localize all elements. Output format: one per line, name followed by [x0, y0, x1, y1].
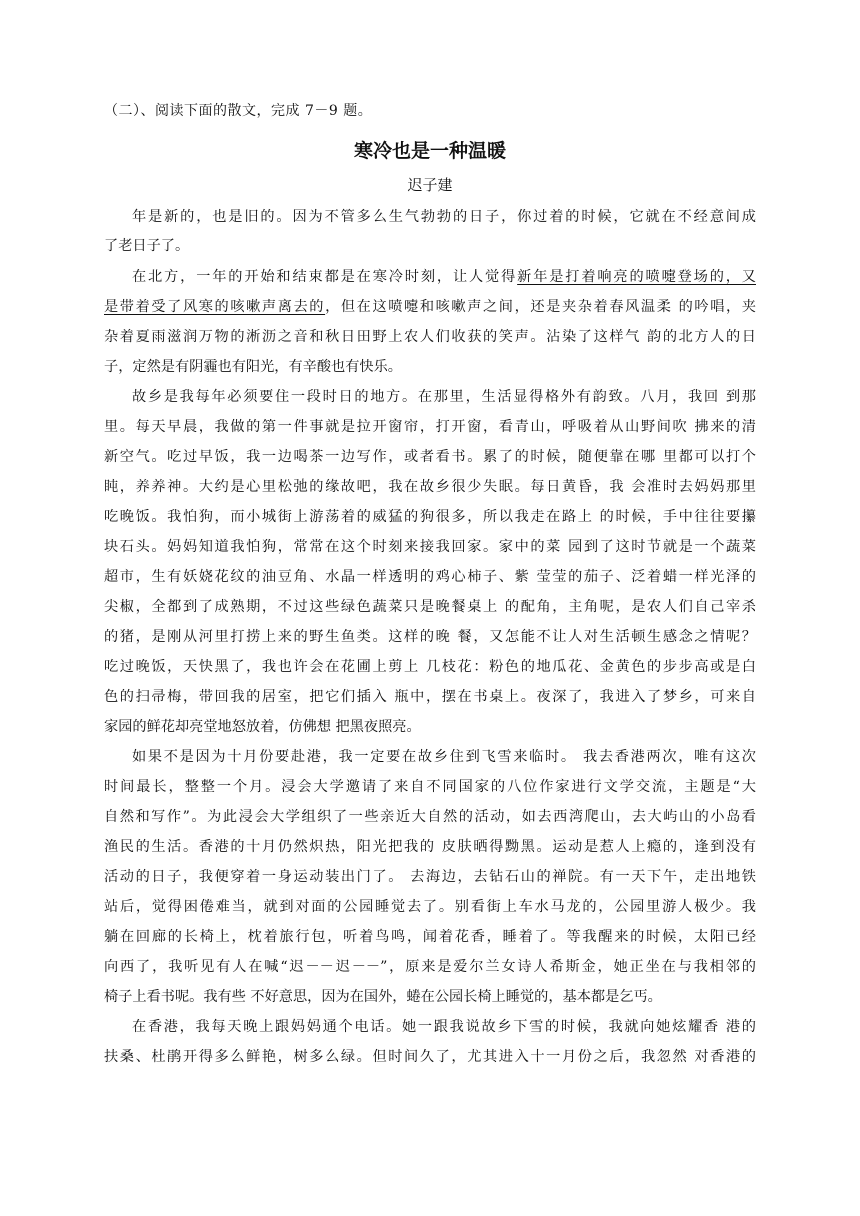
- text-line: 站后，觉得困倦难当，就到对面的公园睡觉去了。别看街上车水马龙的，公园里游人极少。我: [104, 899, 756, 915]
- text-line: 尖椒，全都到了成熟期，不过这些绿色蔬菜只是晚餐桌上 的配角，主角呢，是农人们自己宰杀: [104, 599, 756, 615]
- text-line: 时间最长，整整一个月。浸会大学邀请了来自不同国家的八位作家进行文学交流，主题是“大: [104, 779, 756, 795]
- text-segment: ，但在这喷嚏和咳嗽声之间，还是夹杂着春风温柔 的吟唱，夹: [325, 299, 756, 315]
- text-line: 渔民的生活。香港的十月仍然炽热，阳光把我的 皮肤晒得黝黑。运动是惹人上瘾的，逢到没有: [104, 839, 756, 855]
- text-line: 盹，养养神。大约是心里松弛的缘故吧，我在故乡很少失眠。每日黄昏，我 会准时去妈妈那里: [104, 479, 756, 495]
- text-line: 在香港，我每天晚上跟妈妈通个电话。她一跟我说故乡下雪的时候，我就向她炫耀香 港的: [132, 1019, 756, 1035]
- text-line: [132, 268, 756, 286]
- text-line: 故乡是我每年必须要住一段时日的地方。在那里，生活显得格外有韵致。八月，我回 到那: [132, 389, 756, 405]
- essay-title: 寒冷也是一种温暖: [353, 140, 506, 162]
- text-line: 吃过晚饭，天快黑了，我也许会在花圃上剪上 几枝花：粉色的地瓜花、金黄色的步步高或是白: [104, 659, 756, 675]
- text-line: 吃晚饭。我怕狗，而小城街上游荡着的威猛的狗很多，所以我走在路上 的时候，手中往往要攥: [104, 509, 756, 525]
- text-line: 躺在回廊的长椅上，枕着旅行包，听着鸟鸣，闻着花香，睡着了。等我醒来的时候，太阳已经: [104, 929, 756, 945]
- text-line: 扶桑、杜鹃开得多么鲜艳，树多么绿。但时间久了，尤其进入十一月份之后，我忽然 对香港的: [104, 1049, 756, 1065]
- text-line: 色的扫帚梅，带回我的居室，把它们插入 瓶中，摆在书桌上。夜深了，我进入了梦乡，可来自: [104, 689, 756, 705]
- text-line: 活动的日子，我便穿着一身运动装出门了。 去海边，去钻石山的禅院。有一天下午，走出地铁: [104, 869, 756, 885]
- text-line: 自然和写作”。为此浸会大学组织了一些亲近大自然的活动，如去西湾爬山，去大屿山的小岛看: [104, 809, 756, 825]
- text-line: 子，定然是有阴霾也有阳光，有辛酸也有快乐。: [104, 359, 402, 375]
- text-line: 块石头。妈妈知道我怕狗，常常在这个时刻来接我回家。家中的菜 园到了这时节就是一个蔬菜: [104, 539, 756, 555]
- text-line: 如果不是因为十月份要赴港，我一定要在故乡住到飞雪来临时。 我去香港两次，唯有这次: [132, 749, 756, 765]
- text-line: 里。每天早晨，我做的第一件事就是拉开窗帘，打开窗，看青山，呼吸着从山野间吹 拂来的清: [104, 419, 756, 435]
- text-line: 年是新的，也是旧的。因为不管多么生气勃勃的日子，你过着的时候，它就在不经意间成: [132, 209, 756, 225]
- text-line: 新空气。吃过早饭，我一边喝茶一边写作，或者看书。累了的时候，随便靠在哪 里都可以打个: [104, 449, 756, 465]
- underlined-sentence: 新年是打着响亮的喷嚏登场的，又: [517, 269, 756, 285]
- text-line: 杂着夏雨滋润万物的淅沥之音和秋日田野上农人们收获的笑声。沾染了这样气 韵的北方人的日: [104, 329, 756, 345]
- text-line: 椅子上看书呢。我有些 不好意思，因为在国外，蜷在公园长椅上睡觉的，基本都是乞丐。: [104, 989, 662, 1005]
- text-segment: 在北方，一年的开始和结束都是在寒冷时刻，让人觉得: [132, 269, 518, 285]
- underlined-sentence: 是带着受了风寒的咳嗽声离去的: [104, 299, 326, 315]
- essay-author: 迟子建: [407, 176, 453, 194]
- text-line: 向西了，我听见有人在喊“迟－－迟－－”，原来是爱尔兰女诗人希斯金，她正坐在与我相邻的: [104, 959, 756, 975]
- text-line: 超市，生有妖娆花纹的油豆角、水晶一样透明的鸡心柿子、紫 莹莹的茄子、泛着蜡一样光泽的: [104, 569, 756, 585]
- text-line: 了老日子了。: [104, 238, 190, 254]
- text-line: [104, 298, 756, 316]
- section-instruction: （二）、阅读下面的散文，完成 7－9 题。: [104, 103, 373, 119]
- text-line: 的猪，是刚从河里打捞上来的野生鱼类。这样的晚 餐，又怎能不让人对生活顿生感念之情呢？: [104, 629, 756, 645]
- text-line: 家园的鲜花却亮堂地怒放着，仿佛想 把黑夜照亮。: [104, 719, 421, 735]
